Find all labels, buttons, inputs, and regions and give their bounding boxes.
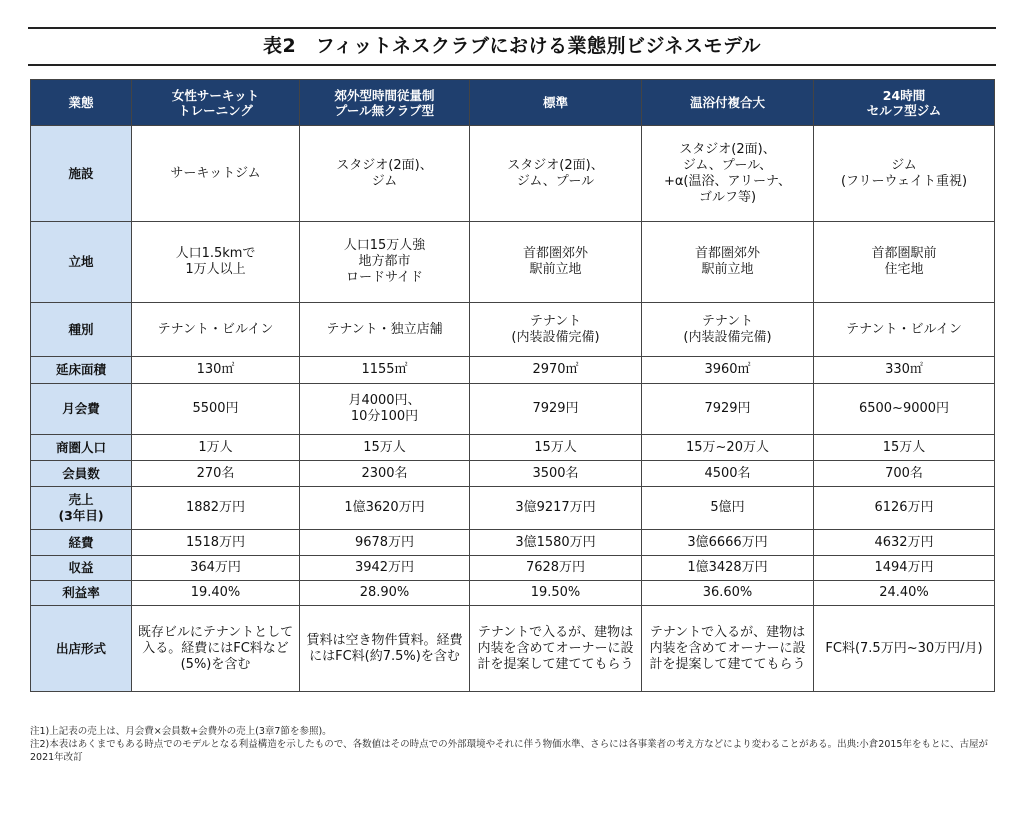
table-cell: 既存ビルにテナントとして入る。経費にはFC料など(5%)を含む [132,606,300,692]
title-top-rule [28,27,996,29]
table-cell: 1155㎡ [300,357,470,384]
column-header: 郊外型時間従量制 プール無クラブ型 [300,80,470,126]
table-cell: 1882万円 [132,487,300,530]
table-cell: 3500名 [470,461,642,487]
table-cell: テナント・ビルイン [132,303,300,357]
table-cell: 15万人 [300,435,470,461]
row-label: 経費 [31,530,132,556]
table-cell: テナント (内装設備完備) [470,303,642,357]
row-label: 月会費 [31,384,132,435]
table-cell: スタジオ(2面)、 ジム、プール [470,126,642,222]
table-cell: テナント・ビルイン [814,303,995,357]
table-cell: 28.90% [300,581,470,606]
table-cell: 人口15万人強 地方都市 ロードサイド [300,222,470,303]
note-1: 注1)上記表の売上は、月会費×会員数+会費外の売上(3章7節を参照)。 [30,726,332,737]
table-cell: 3942万円 [300,556,470,581]
table-cell: 1億3428万円 [642,556,814,581]
table-cell: 賃料は空き物件賃料。経費にはFC料(約7.5%)を含む [300,606,470,692]
table-cell: 3960㎡ [642,357,814,384]
table-cell: 330㎡ [814,357,995,384]
table-cell: 1518万円 [132,530,300,556]
table-cell: 2300名 [300,461,470,487]
table-cell: 6500~9000円 [814,384,995,435]
table-cell: 7628万円 [470,556,642,581]
table-cell: 2970㎡ [470,357,642,384]
table-cell: 270名 [132,461,300,487]
column-header: 業態 [31,80,132,126]
table-row [31,222,995,303]
table-row [31,606,995,692]
table-cell: 1億3620万円 [300,487,470,530]
table-cell: テナント (内装設備完備) [642,303,814,357]
table-cell: スタジオ(2面)、 ジム、プール、 +α(温浴、アリーナ、 ゴルフ等) [642,126,814,222]
column-header: 女性サーキット トレーニング [132,80,300,126]
business-model-table [30,79,995,692]
table-cell: 首都圏郊外 駅前立地 [470,222,642,303]
table-row [31,556,995,581]
table-cell: 5億円 [642,487,814,530]
table-cell: 7929円 [470,384,642,435]
table-cell: スタジオ(2面)、 ジム [300,126,470,222]
table-row [31,581,995,606]
table-cell: 15万人 [814,435,995,461]
page-title: 表2 フィットネスクラブにおける業態別ビジネスモデル [263,35,761,57]
table-cell: 6126万円 [814,487,995,530]
table-row [31,487,995,530]
table-row [31,530,995,556]
table-cell: サーキットジム [132,126,300,222]
row-label: 収益 [31,556,132,581]
table-row [31,303,995,357]
table-cell: 5500円 [132,384,300,435]
table-header-row [31,80,995,126]
table-cell: 36.60% [642,581,814,606]
row-label: 利益率 [31,581,132,606]
table-cell: 人口1.5kmで 1万人以上 [132,222,300,303]
table-cell: ジム (フリーウェイト重視) [814,126,995,222]
table-row [31,435,995,461]
table-cell: 15万人 [470,435,642,461]
title-bottom-rule [28,64,996,66]
table-row [31,357,995,384]
table-cell: 9678万円 [300,530,470,556]
row-label: 商圏人口 [31,435,132,461]
table-cell: 4632万円 [814,530,995,556]
table-cell: 3億1580万円 [470,530,642,556]
table-cell: 19.50% [470,581,642,606]
table-cell: 700名 [814,461,995,487]
table-cell: テナント・独立店舗 [300,303,470,357]
row-label: 売上 (3年目) [31,487,132,530]
table-cell: 3億9217万円 [470,487,642,530]
table-cell: 19.40% [132,581,300,606]
table-row [31,461,995,487]
table-cell: テナントで入るが、建物は内装を含めてオーナーに設計を提案して建ててもらう [642,606,814,692]
table-cell: テナントで入るが、建物は内装を含めてオーナーに設計を提案して建ててもらう [470,606,642,692]
row-label: 会員数 [31,461,132,487]
table-cell: 首都圏郊外 駅前立地 [642,222,814,303]
table-cell: 7929円 [642,384,814,435]
table-cell: 3億6666万円 [642,530,814,556]
row-label: 施設 [31,126,132,222]
table-cell: 4500名 [642,461,814,487]
table-notes [30,725,998,764]
table-cell: 130㎡ [132,357,300,384]
table-row [31,126,995,222]
row-label: 種別 [31,303,132,357]
table-row [31,384,995,435]
table-cell: 24.40% [814,581,995,606]
table-cell: 1万人 [132,435,300,461]
column-header: 標準 [470,80,642,126]
table-cell: 月4000円、 10分100円 [300,384,470,435]
column-header: 24時間 セルフ型ジム [814,80,995,126]
table-cell: 364万円 [132,556,300,581]
table-cell: FC料(7.5万円~30万円/月) [814,606,995,692]
table-cell: 15万~20万人 [642,435,814,461]
row-label: 出店形式 [31,606,132,692]
table-cell: 首都圏駅前 住宅地 [814,222,995,303]
table-cell: 1494万円 [814,556,995,581]
row-label: 立地 [31,222,132,303]
row-label: 延床面積 [31,357,132,384]
column-header: 温浴付複合大 [642,80,814,126]
note-2: 注2)本表はあくまでもある時点でのモデルとなる利益構造を示したもので、各数値はその時点での外部環境やそれに伴う物価水準、さらには各事業者の考え方などにより変わることがある。出典:小倉2015年をもとに、古屋が2021年改訂 [30,739,988,763]
